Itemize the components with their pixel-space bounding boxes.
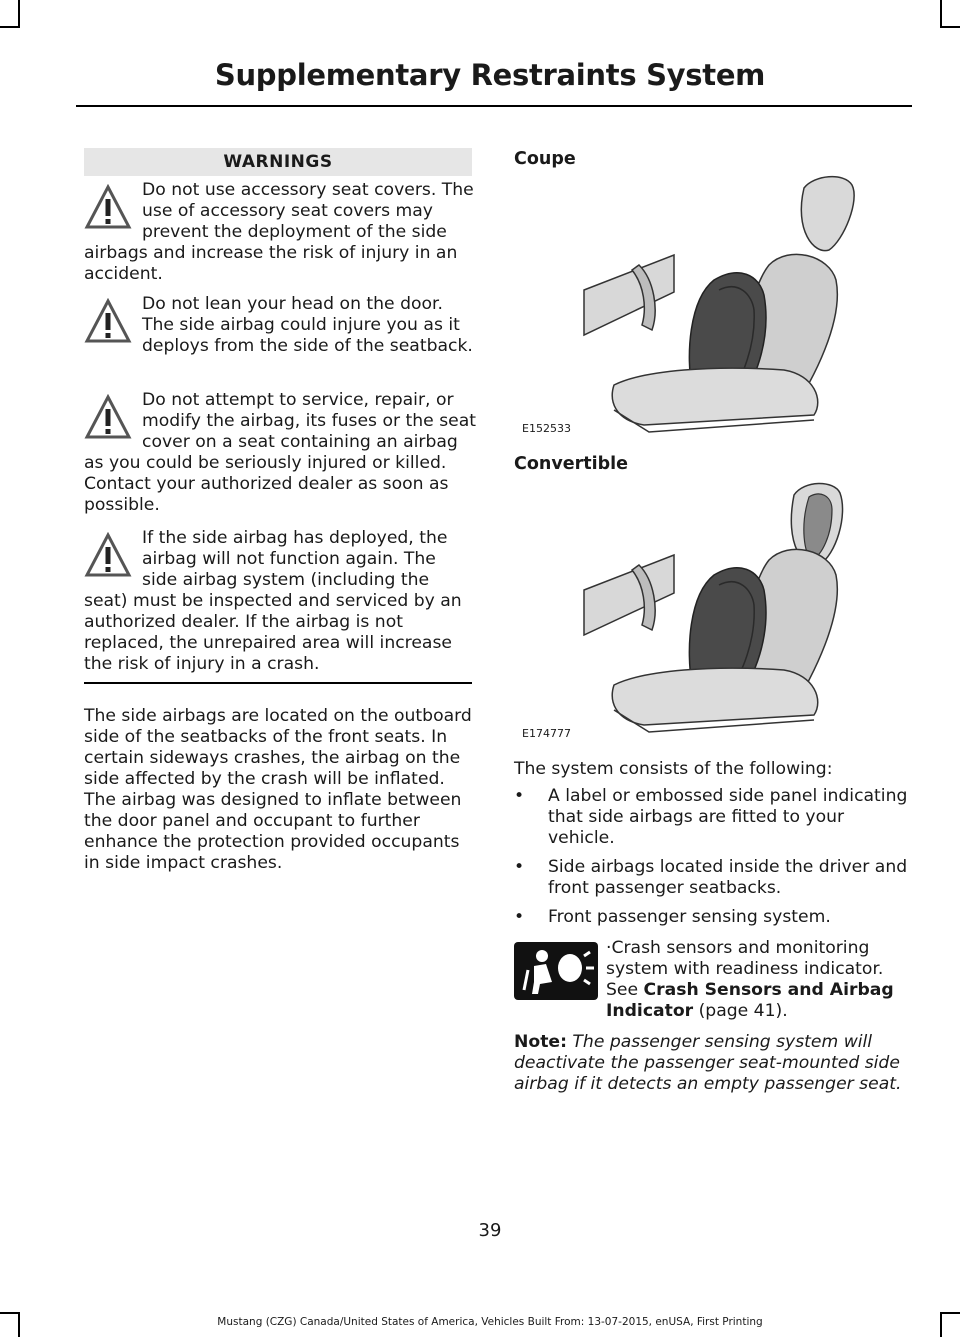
warning-text: Do not attempt to service, repair, or modify the airbag, its fuses or the seat cover on a seat containing an airbag as you could be seriously injured or killed. Contact your authorized dealer as soon as possible. [84, 390, 476, 515]
figure-label-coupe: Coupe [514, 149, 576, 169]
warning-item [84, 390, 476, 516]
warning-text: If the side airbag has deployed, the airbag will not function again. The side airbag system (including the seat) must be inspected and serviced by an authorized dealer. If the airbag is not replaced, the unrepaired area will increase the risk of injury in a crash. [84, 528, 462, 674]
crop-mark [942, 1312, 960, 1314]
side-airbag-description: The side airbags are located on the outboard side of the seatbacks of the front seats. In certain sideways crashes, the airbag on the side affected by the crash will be inflated. The airbag was designed to inflate between the door panel and occupant to further enhance the protection provided occupants in side impact crashes. [84, 706, 472, 873]
warning-item [84, 180, 476, 285]
warning-triangle-icon [84, 394, 132, 440]
crash-sensors-link[interactable]: Crash Sensors and Airbag Indicator [606, 980, 894, 1021]
header-rule [76, 105, 912, 107]
warning-triangle-icon [84, 298, 132, 344]
crop-mark [18, 0, 20, 28]
crop-mark [942, 26, 960, 28]
warning-triangle-icon [84, 184, 132, 230]
list-item: • A label or embossed side panel indicating that side airbags are fitted to your vehicle. [514, 786, 908, 848]
system-list [514, 786, 914, 936]
warning-triangle-icon [84, 532, 132, 578]
warning-text: Do not lean your head on the door. The side airbag could injure you as it deploys from the side of the seatback. [142, 294, 473, 356]
page-number: 39 [478, 1220, 502, 1241]
crop-mark [940, 0, 942, 28]
figure-label-convertible: Convertible [514, 454, 628, 474]
convertible-seat-airbag-illustration [514, 475, 909, 743]
system-intro: The system consists of the following: [514, 759, 833, 779]
list-item: • Front passenger sensing system. [514, 907, 831, 927]
coupe-seat-airbag-illustration [514, 170, 909, 440]
airbag-warning-icon [514, 942, 598, 1000]
figure-code-coupe: E152533 [522, 422, 571, 435]
list-item: • Side airbags located inside the driver and front passenger seatbacks. [514, 857, 908, 898]
note-label: Note: [514, 1032, 567, 1052]
warnings-heading: WARNINGS [84, 148, 472, 176]
note-paragraph [514, 1032, 910, 1095]
page-title: Supplementary Restraints System [214, 58, 766, 92]
warning-text: Do not use accessory seat covers. The use of accessory seat covers may prevent the deployment of the side airbags and increase the risk of injury in an accident. [84, 180, 474, 284]
warning-item [84, 528, 476, 675]
crash-sensor-paragraph: ·Crash sensors and monitoring system with readiness indicator. See Crash Sensors and Airbag Indicator (page 41). [514, 938, 910, 1022]
warning-item [84, 294, 476, 357]
crop-mark [0, 1312, 18, 1314]
figure-code-convertible: E174777 [522, 727, 571, 740]
page-footer: Mustang (CZG) Canada/United States of America, Vehicles Built From: 13-07-2015, enUSA, First Printing [217, 1316, 763, 1328]
warnings-end-rule [84, 682, 472, 684]
note-text: The passenger sensing system will deactivate the passenger seat-mounted side airbag if it detects an empty passenger seat. [514, 1032, 902, 1094]
crop-mark [0, 26, 18, 28]
